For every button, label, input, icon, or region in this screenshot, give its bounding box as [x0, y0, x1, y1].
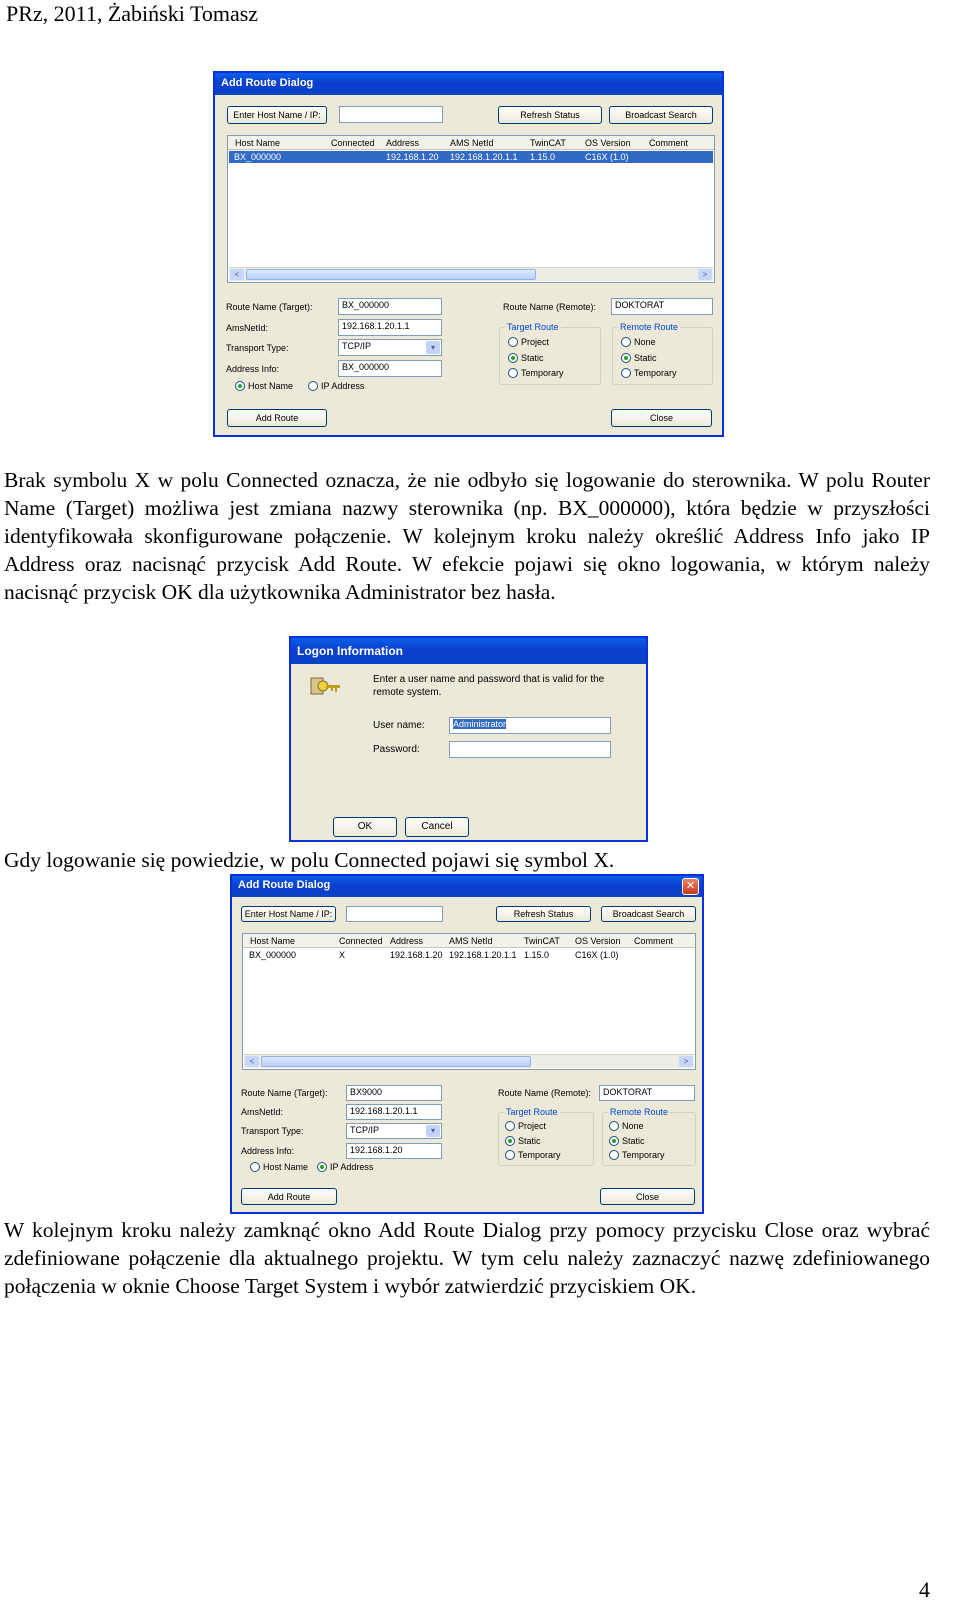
col-ams-netid[interactable]: AMS NetId [450, 138, 494, 148]
col-ams-netid[interactable]: AMS NetId [449, 936, 493, 946]
refresh-status-button[interactable]: Refresh Status [498, 106, 602, 124]
broadcast-search-button[interactable]: Broadcast Search [601, 906, 696, 922]
user-name-input[interactable] [449, 717, 611, 734]
target-temporary-radio[interactable] [508, 368, 518, 378]
transport-type-label: Transport Type: [241, 1126, 304, 1136]
list-header [243, 934, 695, 948]
col-connected[interactable]: Connected [331, 138, 375, 148]
col-twincat[interactable]: TwinCAT [530, 138, 566, 148]
col-comment[interactable]: Comment [649, 138, 689, 148]
broadcast-search-button[interactable]: Broadcast Search [609, 106, 713, 124]
scroll-thumb[interactable] [246, 269, 536, 280]
logon-title-bar[interactable] [291, 638, 646, 664]
dialog-title-bar[interactable] [215, 73, 722, 95]
horizontal-scrollbar[interactable] [229, 267, 713, 281]
user-name-value: Administrator [453, 719, 507, 729]
password-label: Password: [373, 744, 420, 755]
paragraph-2: Gdy logowanie się powiedzie, w polu Connected pojawi się symbol X. [4, 848, 615, 872]
dialog-title-bar[interactable] [232, 876, 702, 897]
route-name-target-label: Route Name (Target): [241, 1088, 328, 1098]
cell-address: 192.168.1.20 [390, 950, 443, 960]
host-name-radio[interactable] [235, 381, 245, 391]
close-button[interactable]: Close [600, 1188, 695, 1205]
col-host-name[interactable]: Host Name [250, 936, 296, 946]
remote-none-radio[interactable] [621, 337, 631, 347]
route-list[interactable] [242, 933, 696, 1070]
scroll-right-icon[interactable]: > [679, 1056, 693, 1067]
password-input[interactable] [449, 741, 611, 758]
logon-title: Logon Information [297, 644, 403, 658]
ams-netid-input[interactable]: 192.168.1.20.1.1 [346, 1104, 442, 1120]
remote-temporary-label: Temporary [634, 368, 677, 378]
remote-temporary-radio[interactable] [609, 1150, 619, 1160]
route-name-remote-label: Route Name (Remote): [498, 1088, 592, 1098]
table-row[interactable] [229, 151, 713, 163]
route-name-target-input[interactable]: BX_000000 [338, 298, 442, 315]
chevron-down-icon[interactable]: ▾ [426, 341, 440, 354]
ok-button[interactable]: OK [333, 817, 397, 837]
remote-none-label: None [634, 337, 656, 347]
cell-ams-netid: 192.168.1.20.1.1 [450, 152, 518, 162]
col-os-version[interactable]: OS Version [585, 138, 631, 148]
refresh-status-button[interactable]: Refresh Status [496, 906, 591, 922]
remote-static-label: Static [622, 1136, 645, 1146]
add-route-button[interactable]: Add Route [241, 1188, 337, 1205]
add-route-dialog-2 [230, 874, 704, 1214]
col-os-version[interactable]: OS Version [575, 936, 621, 946]
remote-temporary-label: Temporary [622, 1150, 665, 1160]
logon-message: Enter a user name and password that is valid for the remote system. [373, 674, 605, 698]
address-info-input[interactable]: BX_000000 [338, 360, 442, 377]
remote-static-radio[interactable] [609, 1136, 619, 1146]
enter-host-button[interactable]: Enter Host Name / IP: [241, 906, 336, 922]
transport-type-select[interactable] [338, 339, 442, 356]
remote-temporary-radio[interactable] [621, 368, 631, 378]
close-icon[interactable]: ✕ [682, 878, 699, 895]
page-header: PRz, 2011, Żabiński Tomasz [6, 1, 259, 26]
cell-ams-netid: 192.168.1.20.1.1 [449, 950, 517, 960]
target-temporary-label: Temporary [521, 368, 564, 378]
target-project-radio[interactable] [508, 337, 518, 347]
route-name-remote-input[interactable]: DOKTORAT [611, 298, 713, 315]
route-name-target-input[interactable]: BX9000 [346, 1085, 442, 1101]
cell-os-version: C16X (1.0) [585, 152, 629, 162]
transport-type-label: Transport Type: [226, 343, 289, 353]
ip-address-radio-label: IP Address [330, 1162, 374, 1172]
col-address[interactable]: Address [390, 936, 424, 946]
remote-none-label: None [622, 1121, 644, 1131]
ip-address-radio[interactable] [308, 381, 318, 391]
address-info-label: Address Info: [226, 364, 280, 374]
target-temporary-radio[interactable] [505, 1150, 515, 1160]
target-static-radio[interactable] [505, 1136, 515, 1146]
add-route-button[interactable]: Add Route [227, 409, 327, 427]
address-info-input[interactable]: 192.168.1.20 [346, 1143, 442, 1159]
ams-netid-label: AmsNetId: [226, 323, 269, 333]
cell-host-name: BX_000000 [234, 152, 282, 162]
host-name-radio-label: Host Name [263, 1162, 309, 1172]
col-connected[interactable]: Connected [339, 936, 383, 946]
user-name-label: User name: [373, 720, 425, 731]
target-route-title: Target Route [506, 1107, 558, 1117]
remote-route-title: Remote Route [610, 1107, 669, 1117]
remote-static-label: Static [634, 353, 657, 363]
target-project-radio[interactable] [505, 1121, 515, 1131]
route-list[interactable] [227, 135, 715, 283]
transport-type-value: TCP/IP [350, 1125, 380, 1135]
dialog-title: Add Route Dialog [221, 77, 314, 89]
target-static-radio[interactable] [508, 353, 518, 363]
close-button[interactable]: Close [611, 409, 712, 427]
col-twincat[interactable]: TwinCAT [524, 936, 560, 946]
col-comment[interactable]: Comment [634, 936, 674, 946]
target-route-group [498, 1107, 594, 1166]
target-static-label: Static [521, 353, 544, 363]
cell-address: 192.168.1.20 [386, 152, 439, 162]
target-route-group [499, 322, 601, 385]
cancel-button[interactable]: Cancel [405, 817, 469, 837]
scroll-left-icon[interactable]: < [230, 269, 244, 280]
key-icon [309, 676, 343, 700]
target-temporary-label: Temporary [518, 1150, 561, 1160]
dialog-title: Add Route Dialog [238, 879, 331, 891]
scroll-right-icon[interactable]: > [698, 269, 712, 280]
transport-type-select[interactable] [346, 1123, 442, 1139]
horizontal-scrollbar[interactable] [244, 1054, 694, 1068]
scroll-left-icon[interactable]: < [245, 1056, 259, 1067]
transport-type-value: TCP/IP [342, 341, 372, 351]
paragraph-3: W kolejnym kroku należy zamknąć okno Add Route Dialog przy pomocy przycisku Close oraz wybrać zdefiniowane połączenie dla aktualnego projektu. W tym celu należy zaznaczyć nazwę zdefiniowanego połączenia w oknie Choose Target System i wybór zatwierdzić przyciskiem OK. [4, 1218, 930, 1298]
remote-route-group [602, 1107, 696, 1166]
route-name-remote-input[interactable]: DOKTORAT [599, 1085, 695, 1101]
cell-host-name: BX_000000 [249, 950, 297, 960]
ams-netid-label: AmsNetId: [241, 1107, 284, 1117]
cell-twincat: 1.15.0 [530, 152, 556, 162]
col-address[interactable]: Address [386, 138, 420, 148]
col-host-name[interactable]: Host Name [235, 138, 281, 148]
remote-route-group [612, 322, 713, 385]
list-header [228, 136, 714, 150]
cell-connected: X [339, 950, 346, 960]
target-static-label: Static [518, 1136, 541, 1146]
route-name-remote-label: Route Name (Remote): [503, 302, 597, 312]
cell-os-version: C16X (1.0) [575, 950, 619, 960]
ip-address-radio[interactable] [317, 1162, 327, 1172]
logon-dialog [289, 636, 648, 842]
remote-static-radio[interactable] [621, 353, 631, 363]
cell-twincat: 1.15.0 [524, 950, 550, 960]
host-name-radio[interactable] [250, 1162, 260, 1172]
target-route-title: Target Route [507, 322, 559, 332]
host-name-radio-label: Host Name [248, 381, 294, 391]
target-project-label: Project [518, 1121, 547, 1131]
host-input[interactable] [339, 106, 443, 123]
enter-host-button[interactable]: Enter Host Name / IP: [227, 106, 327, 124]
page-number: 4 [919, 1577, 930, 1602]
address-info-label: Address Info: [241, 1146, 295, 1156]
host-input[interactable] [346, 906, 443, 922]
target-project-label: Project [521, 337, 550, 347]
chevron-down-icon[interactable]: ▾ [426, 1125, 440, 1137]
remote-none-radio[interactable] [609, 1121, 619, 1131]
ams-netid-input[interactable]: 192.168.1.20.1.1 [338, 319, 442, 336]
ip-address-radio-label: IP Address [321, 381, 365, 391]
route-name-target-label: Route Name (Target): [226, 302, 313, 312]
remote-route-title: Remote Route [620, 322, 679, 332]
paragraph-1: Brak symbolu X w polu Connected oznacza, że nie odbyło się logowanie do sterownika. W polu Router Name (Target) możliwa jest zmiana nazwy sterownika (np. BX_000000), która będzie w przyszłości identyfikowała skonfigurowane połączenie. W kolejnym kroku należy określić Address Info jako IP Address oraz nacisnąć przycisk Add Route. W efekcie pojawi się okno logowania, w którym należy nacisnąć przycisk OK dla użytkownika Administrator bez hasła. [4, 468, 930, 604]
add-route-dialog-1 [213, 71, 724, 437]
table-row[interactable] [244, 949, 694, 961]
scroll-thumb[interactable] [261, 1056, 531, 1067]
